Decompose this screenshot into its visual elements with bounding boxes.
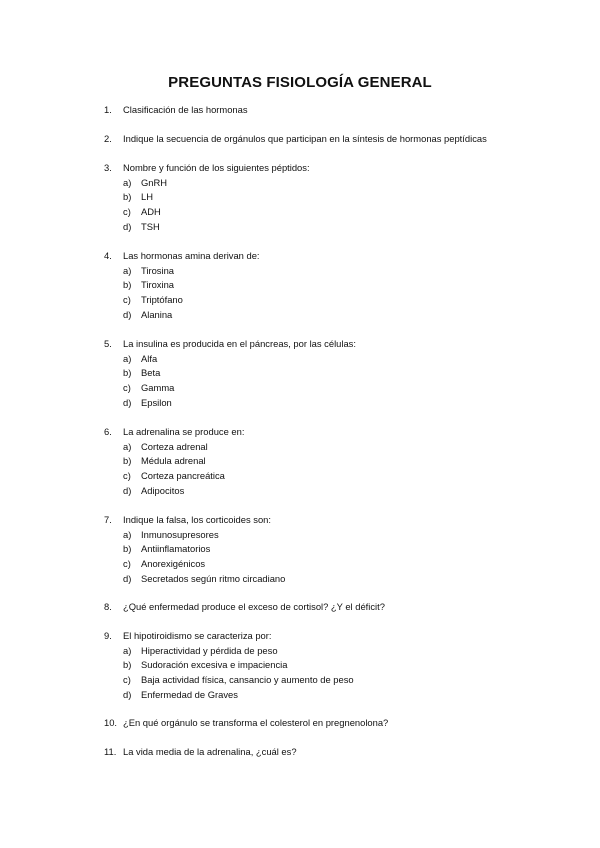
- option-letter: c): [123, 470, 131, 482]
- question-text: Las hormonas amina derivan de:: [123, 250, 260, 261]
- question-text: Clasificación de las hormonas: [123, 104, 248, 115]
- page-title: PREGUNTAS FISIOLOGÍA GENERAL: [168, 74, 432, 91]
- option-text: Médula adrenal: [141, 455, 206, 467]
- option-letter: c): [123, 294, 131, 306]
- option-text: Enfermedad de Graves: [141, 688, 238, 700]
- option-text: Epsilon: [141, 396, 172, 408]
- option-text: Gamma: [141, 382, 175, 394]
- question-text: El hipotiroidismo se caracteriza por:: [123, 630, 272, 641]
- option-text: Tiroxina: [141, 279, 174, 291]
- question-number: 10.: [104, 717, 118, 728]
- question-text: La insulina es producida en el páncreas, por las células:: [123, 338, 356, 349]
- question-text: Nombre y función de los siguientes péptidos:: [123, 162, 310, 173]
- option-letter: a): [123, 440, 132, 452]
- option-letter: c): [123, 206, 131, 218]
- option-letter: b): [123, 279, 132, 291]
- question-text: Indique la falsa, los corticoides son:: [123, 514, 271, 525]
- option-letter: a): [123, 264, 132, 276]
- question-text: ¿Qué enfermedad produce el exceso de cortisol? ¿Y el déficit?: [123, 601, 385, 612]
- question-number: 4.: [104, 250, 112, 261]
- option-text: Alanina: [141, 308, 173, 320]
- question-number: 7.: [104, 514, 112, 525]
- option-text: Anorexigénicos: [141, 558, 206, 570]
- option-letter: a): [123, 644, 132, 656]
- option-text: Inmunosupresores: [141, 528, 219, 540]
- option-text: Secretados según ritmo circadiano: [141, 572, 286, 584]
- option-letter: d): [123, 484, 132, 496]
- option-text: Corteza pancreática: [141, 470, 225, 482]
- option-letter: a): [123, 528, 132, 540]
- option-letter: b): [123, 659, 132, 671]
- option-text: Adipocitos: [141, 484, 185, 496]
- question-number: 5.: [104, 338, 112, 349]
- option-letter: c): [123, 382, 131, 394]
- option-text: Triptófano: [141, 294, 183, 306]
- option-text: Baja actividad física, cansancio y aumento de peso: [141, 674, 354, 686]
- question-text: La adrenalina se produce en:: [123, 426, 245, 437]
- option-letter: b): [123, 367, 132, 379]
- question-number: 2.: [104, 133, 112, 144]
- question-number: 9.: [104, 630, 112, 641]
- option-text: Beta: [141, 367, 161, 379]
- option-text: LH: [141, 191, 153, 203]
- question-number: 6.: [104, 426, 112, 437]
- option-text: GnRH: [141, 176, 168, 188]
- option-letter: d): [123, 396, 132, 408]
- question-text: ¿En qué orgánulo se transforma el colesterol en pregnenolona?: [123, 717, 389, 728]
- option-letter: d): [123, 572, 132, 584]
- question-number: 1.: [104, 104, 112, 115]
- question-number: 11.: [104, 746, 117, 757]
- option-letter: d): [123, 220, 132, 232]
- option-letter: a): [123, 352, 132, 364]
- option-text: TSH: [141, 220, 160, 232]
- question-text: Indique la secuencia de orgánulos que participan en la síntesis de hormonas peptídicas: [123, 133, 487, 144]
- option-letter: b): [123, 191, 132, 203]
- option-text: Tirosina: [141, 264, 174, 276]
- option-text: Sudoración excesiva e impaciencia: [141, 659, 288, 671]
- option-letter: b): [123, 455, 132, 467]
- option-letter: d): [123, 688, 132, 700]
- option-letter: c): [123, 558, 131, 570]
- question-number: 8.: [104, 601, 112, 612]
- option-letter: b): [123, 543, 132, 555]
- option-letter: d): [123, 308, 132, 320]
- option-letter: a): [123, 176, 132, 188]
- question-number: 3.: [104, 162, 112, 173]
- option-text: Alfa: [141, 352, 158, 364]
- option-text: ADH: [141, 206, 161, 218]
- option-text: Antiinflamatorios: [141, 543, 211, 555]
- option-text: Hiperactividad y pérdida de peso: [141, 644, 278, 656]
- option-letter: c): [123, 674, 131, 686]
- question-text: La vida media de la adrenalina, ¿cuál es?: [123, 746, 297, 757]
- option-text: Corteza adrenal: [141, 440, 208, 452]
